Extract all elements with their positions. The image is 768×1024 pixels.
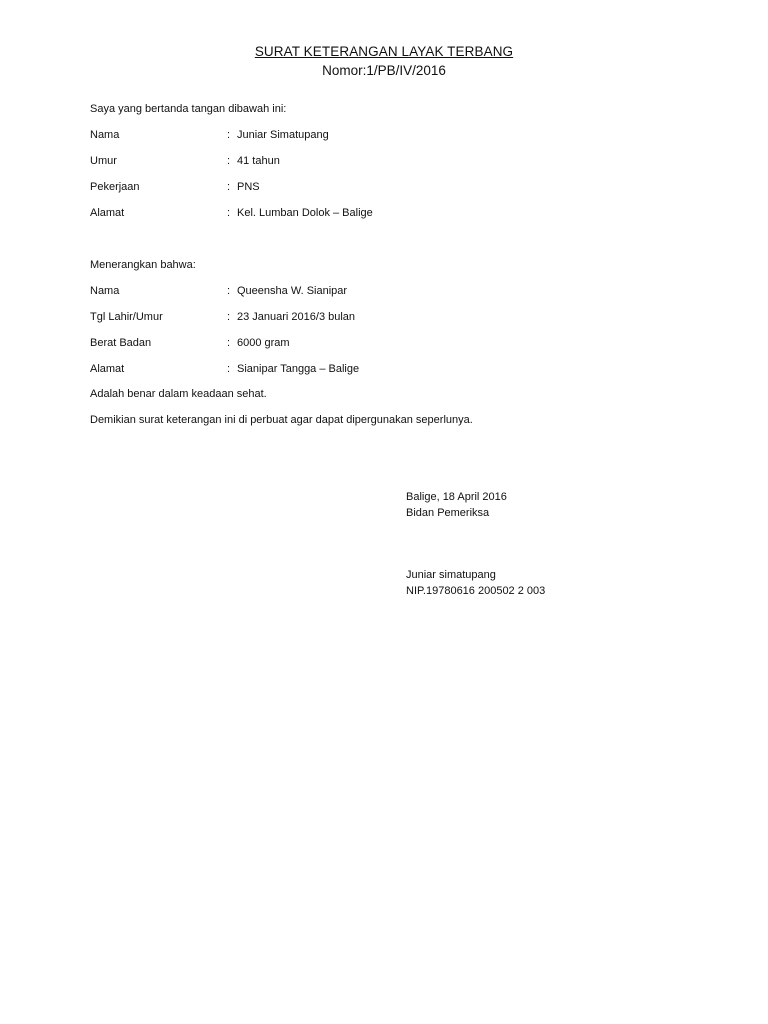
signer-nama-row [90, 129, 690, 145]
field-colon: : [227, 311, 231, 323]
field-label: Alamat [90, 207, 125, 219]
signature-role: Bidan Pemeriksa [406, 507, 490, 519]
subject-tgl-lahir-row [90, 311, 690, 327]
field-label: Nama [90, 285, 120, 297]
field-value: 6000 gram [237, 337, 290, 349]
field-label: Nama [90, 129, 120, 141]
field-value: Kel. Lumban Dolok – Balige [237, 207, 373, 219]
field-label: Berat Badan [90, 337, 152, 349]
field-colon: : [227, 363, 231, 375]
signer-umur-row [90, 155, 690, 171]
field-label: Alamat [90, 363, 125, 375]
signer-alamat-row [90, 207, 690, 223]
field-colon: : [227, 285, 231, 297]
field-value: Juniar Simatupang [237, 129, 329, 141]
field-colon: : [227, 181, 231, 193]
document-number: Nomor:1/PB/IV/2016 [322, 63, 446, 78]
intro-text: Saya yang bertanda tangan dibawah ini: [90, 103, 287, 115]
signature-nip: NIP.19780616 200502 2 003 [406, 585, 546, 597]
document-title: SURAT KETERANGAN LAYAK TERBANG [254, 44, 514, 59]
field-label: Tgl Lahir/Umur [90, 311, 163, 323]
closing-text: Demikian surat keterangan ini di perbuat agar dapat dipergunakan seperlunya. [90, 414, 473, 426]
field-value: 23 Januari 2016/3 bulan [237, 311, 356, 323]
statement-text: Adalah benar dalam keadaan sehat. [90, 388, 267, 400]
subject-berat-row [90, 337, 690, 353]
field-value: Queensha W. Sianipar [237, 285, 348, 297]
signer-pekerjaan-row [90, 181, 690, 197]
field-colon: : [227, 207, 231, 219]
field-value: Sianipar Tangga – Balige [237, 363, 360, 375]
signature-name: Juniar simatupang [406, 569, 496, 581]
signature-place-date: Balige, 18 April 2016 [406, 491, 507, 503]
field-colon: : [227, 337, 231, 349]
field-colon: : [227, 129, 231, 141]
subject-nama-row [90, 285, 690, 301]
field-label: Umur [90, 155, 117, 167]
subject-alamat-row [90, 363, 690, 379]
declares-text: Menerangkan bahwa: [90, 259, 196, 271]
field-value: PNS [237, 181, 260, 193]
field-label: Pekerjaan [90, 181, 140, 193]
field-colon: : [227, 155, 231, 167]
field-value: 41 tahun [237, 155, 280, 167]
